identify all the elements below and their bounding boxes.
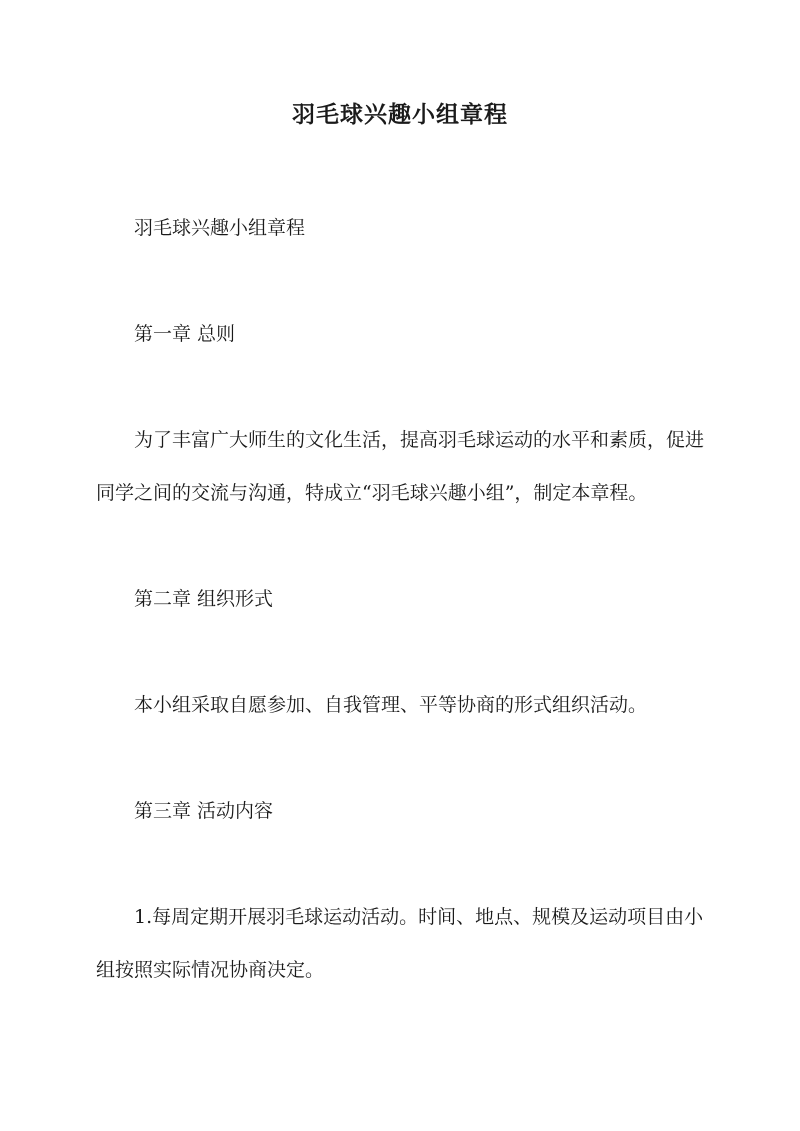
chapter-heading-activities: 第三章 活动内容 xyxy=(134,800,274,822)
chapter-heading-organization: 第二章 组织形式 xyxy=(134,588,274,610)
paragraph-charter-name: 羽毛球兴趣小组章程 xyxy=(134,217,306,239)
paragraph-purpose: 为了丰富广大师生的文化生活，提高羽毛球运动的水平和素质，促进同学之间的交流与沟通，特成立“羽毛球兴趣小组”，制定本章程。 xyxy=(96,429,705,504)
paragraph-activity-1: 1.每周定期开展羽毛球运动活动。时间、地点、规模及运动项目由小组按照实际情况协商决定。 xyxy=(96,906,704,981)
chapter-heading-general: 第一章 总则 xyxy=(134,323,236,345)
document-title: 羽毛球兴趣小组章程 xyxy=(292,101,508,128)
paragraph-organization: 本小组采取自愿参加、自我管理、平等协商的形式组织活动。 xyxy=(134,694,648,716)
